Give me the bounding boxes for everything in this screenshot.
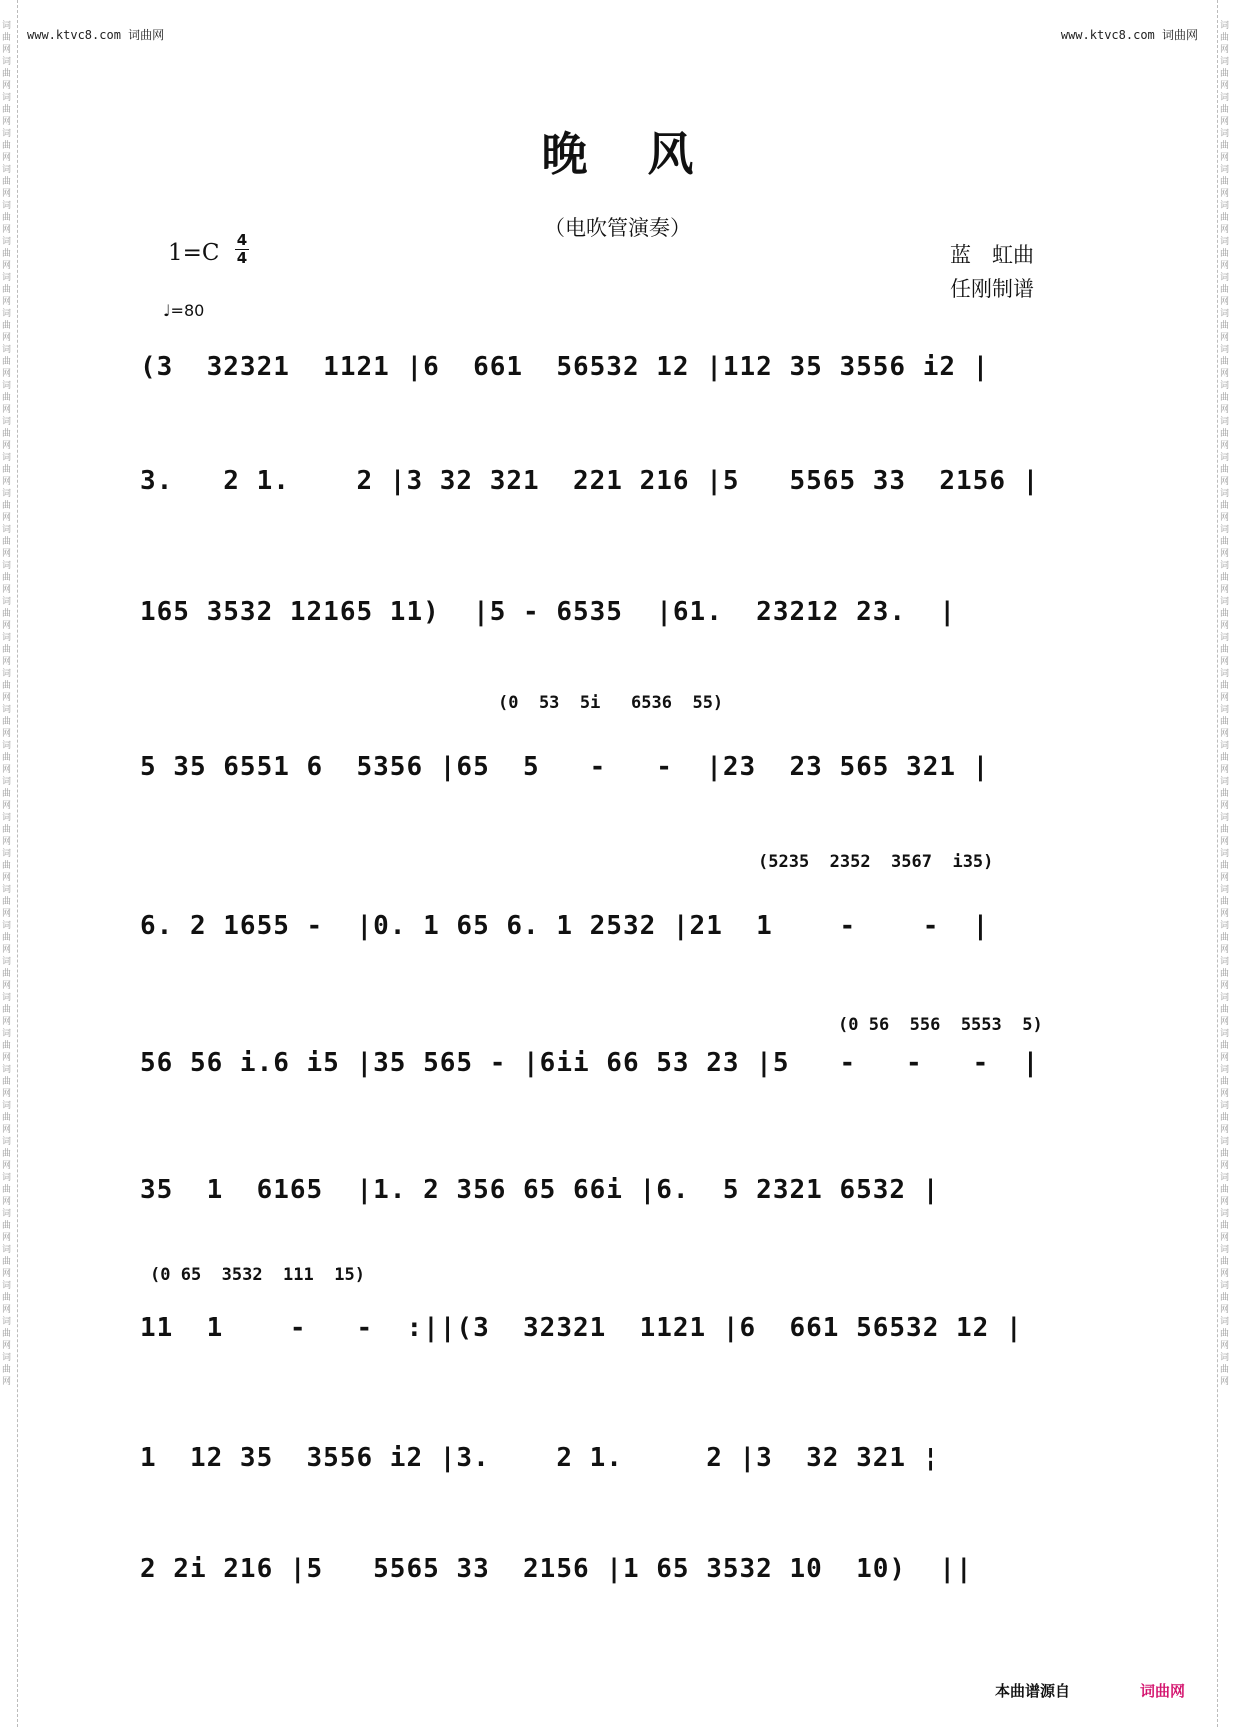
time-signature [235,232,249,267]
key-signature: 1=C [168,240,220,266]
tempo-marking: ♩=80 [163,301,205,320]
watermark-right: www.ktvc8.com 词曲网 [1060,28,1198,42]
rehearsal-fill-4: (0 65 3532 111 15) [150,1265,365,1285]
arranger: 任刚制谱 [950,277,1034,301]
song-title: 晚风 [541,127,754,181]
composer: 蓝 虹曲 [950,243,1034,267]
notation-line-10: 2 2i 216 |5 5565 33 2156 |1 65 3532 10 10) || [140,1554,973,1584]
notation-line-7: 35 1 6165 |1. 2 356 65 66i |6. 5 2321 6532 | [140,1175,940,1205]
notation-line-8: 11 1 - - :||(3 32321 1121 |6 661 56532 12 | [140,1313,1023,1343]
left-margin-strip [0,0,18,1727]
notation-line-9: 1 12 35 3556 i2 |3. 2 1. 2 |3 32 321 ¦ [140,1443,940,1473]
time-signature-bottom: 4 [236,249,248,267]
rehearsal-fill-1: (0 53 5i 6536 55) [498,693,724,713]
credits [950,238,1034,306]
rehearsal-fill-3: (0 56 556 5553 5) [838,1015,1043,1035]
notation-line-6: 56 56 i.6 i5 |35 565 - |6ii 66 53 23 |5 - - - | [140,1048,1040,1078]
watermark-left: www.ktvc8.com 词曲网 [27,28,165,42]
right-margin-strip [1217,0,1235,1727]
right-margin-watermark: 词曲网词曲网词曲网词曲网词曲网词曲网词曲网词曲网词曲网词曲网词曲网词曲网词曲网词曲网词曲网词曲网词曲网词曲网词曲网词曲网词曲网词曲网词曲网词曲网词曲网词曲网词曲网词曲网词曲网词曲网词曲网词曲网词曲网词曲网词曲网词曲网词曲网词曲网 [1220,21,1230,1387]
footer-source-brand[interactable]: 词曲网 [1140,1682,1186,1700]
notation-line-3: 165 3532 12165 11) |5 - 6535 |61. 23212 23. | [140,597,957,627]
notation-line-2: 3. 2 1. 2 |3 32 321 221 216 |5 5565 33 2156 | [140,466,1040,496]
left-margin-watermark: 词曲网词曲网词曲网词曲网词曲网词曲网词曲网词曲网词曲网词曲网词曲网词曲网词曲网词曲网词曲网词曲网词曲网词曲网词曲网词曲网词曲网词曲网词曲网词曲网词曲网词曲网词曲网词曲网词曲网词曲网词曲网词曲网词曲网词曲网词曲网词曲网词曲网词曲网 [2,21,12,1387]
notation-line-1: (3 32321 1121 |6 661 56532 12 |112 35 3556 i2 | [140,352,990,382]
notation-line-5: 6. 2 1655 - |0. 1 65 6. 1 2532 |21 1 - - | [140,911,990,941]
song-subtitle: （电吹管演奏） [544,216,691,240]
notation-line-4: 5 35 6551 6 5356 |65 5 - - |23 23 565 321 | [140,752,990,782]
time-signature-top: 4 [236,231,248,249]
rehearsal-fill-2: (5235 2352 3567 i35) [758,852,994,872]
footer-source-label: 本曲谱源自 [995,1682,1071,1700]
